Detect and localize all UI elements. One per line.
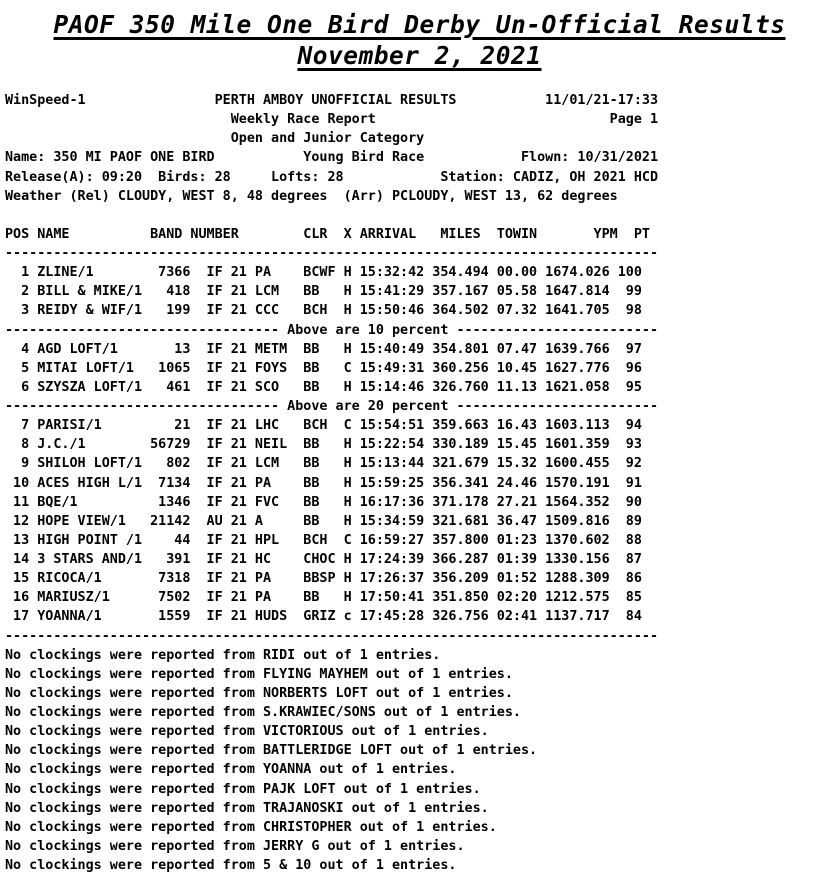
result-row: 2 BILL & MIKE/1 418 IF 21 LCM BB H 15:41:29 357.167 05.58 1647.814 99	[5, 284, 642, 300]
result-row: 15 RICOCA/1 7318 IF 21 PA BBSP H 17:26:37 356.209 01:52 1288.309 86	[5, 571, 642, 587]
column-headers: POS NAME BAND NUMBER CLR X ARRIVAL MILES TOWIN YPM PT	[5, 226, 650, 242]
separator-20-percent: ---------------------------------- Above are 20 percent -------------------------	[5, 399, 659, 414]
result-row: 6 SZYSZA LOFT/1 461 IF 21 SCO BB H 15:14:46 326.760 11.13 1621.058 95	[5, 379, 642, 395]
no-clocking-line: No clockings were reported from 5 & 10 out of 1 entries.	[5, 858, 457, 873]
no-clocking-line: No clockings were reported from YOANNA out of 1 entries.	[5, 762, 457, 778]
result-row: 5 MITAI LOFT/1 1065 IF 21 FOYS BB C 15:49:31 360.256 10.45 1627.776 96	[5, 360, 642, 376]
no-clocking-line: No clockings were reported from JERRY G out of 1 entries.	[5, 838, 465, 854]
result-row: 10 ACES HIGH L/1 7134 IF 21 PA BB H 15:59:25 356.341 24.46 1570.191 91	[5, 475, 642, 491]
result-row: 7 PARISI/1 21 IF 21 LHC BCH C 15:54:51 359.663 16.43 1603.113 94	[5, 418, 642, 434]
results-divider: ---------------------------------------------------------------------------------	[5, 628, 659, 644]
no-clocking-line: No clockings were reported from NORBERTS LOFT out of 1 entries.	[5, 685, 513, 701]
result-row: 3 REIDY & WIF/1 199 IF 21 CCC BCH H 15:50:46 364.502 07.32 1641.705 98	[5, 303, 642, 319]
result-row: 16 MARIUSZ/1 7502 IF 21 PA BB H 17:50:41 351.850 02:20 1212.575 85	[5, 590, 642, 606]
blank-line	[5, 206, 658, 225]
category-line: Open and Junior Category	[5, 131, 425, 147]
no-clocking-line: No clockings were reported from RIDI out of 1 entries.	[5, 647, 441, 663]
separator-10-percent: ---------------------------------- Above are 10 percent -------------------------	[5, 322, 659, 338]
page-title: PAOF 350 Mile One Bird Derby Un-Official Results	[53, 10, 786, 39]
result-row: 13 HIGH POINT /1 44 IF 21 HPL BCH C 16:59:27 357.800 01:23 1370.602 88	[5, 532, 642, 548]
result-row: 9 SHILOH LOFT/1 802 IF 21 LCM BB H 15:13:44 321.679 15.32 1600.455 92	[5, 456, 642, 472]
no-clocking-line: No clockings were reported from TRAJANOSKI out of 1 entries.	[5, 800, 489, 816]
no-clocking-line: No clockings were reported from S.KRAWIEC/SONS out of 1 entries.	[5, 705, 521, 720]
result-row: 1 ZLINE/1 7366 IF 21 PA BCWF H 15:32:42 354.494 00.00 1674.026 100	[5, 265, 642, 281]
result-row: 17 YOANNA/1 1559 IF 21 HUDS GRIZ c 17:45:28 326.756 02:41 1137.717 84	[5, 609, 642, 625]
no-clocking-line: No clockings were reported from CHRISTOPHER out of 1 entries.	[5, 819, 497, 835]
result-row: 12 HOPE VIEW/1 21142 AU 21 A BB H 15:34:59 321.681 36.47 1509.816 89	[5, 513, 642, 529]
results-report	[5, 91, 658, 875]
result-row: 14 3 STARS AND/1 391 IF 21 HC CHOC H 17:24:39 366.287 01:39 1330.156 87	[5, 552, 642, 567]
report-header-line: WinSpeed-1 PERTH AMBOY UNOFFICIAL RESULTS 11/01/21-17:33	[5, 93, 659, 108]
result-row: 4 AGD LOFT/1 13 IF 21 METM BB H 15:40:49 354.801 07.47 1639.766 97	[5, 341, 642, 357]
release-line: Release(A): 09:20 Birds: 28 Lofts: 28 Station: CADIZ, OH 2021 HCD	[5, 169, 659, 185]
race-name-line: Name: 350 MI PAOF ONE BIRD Young Bird Race Flown: 10/31/2021	[5, 150, 659, 166]
header-divider: ---------------------------------------------------------------------------------	[5, 246, 659, 261]
no-clocking-line: No clockings were reported from FLYING MAYHEM out of 1 entries.	[5, 666, 513, 682]
no-clocking-line: No clockings were reported from BATTLERIDGE LOFT out of 1 entries.	[5, 743, 538, 759]
report-type-line: Weekly Race Report Page 1	[5, 112, 659, 128]
result-row: 11 BQE/1 1346 IF 21 FVC BB H 16:17:36 371.178 27.21 1564.352 90	[5, 494, 642, 510]
no-clocking-line: No clockings were reported from PAJK LOFT out of 1 entries.	[5, 781, 481, 797]
no-clocking-line: No clockings were reported from VICTORIOUS out of 1 entries.	[5, 724, 489, 740]
page-subtitle: November 2, 2021	[297, 41, 542, 70]
weather-line: Weather (Rel) CLOUDY, WEST 8, 48 degrees (Arr) PCLOUDY, WEST 13, 62 degrees	[5, 188, 618, 204]
result-row: 8 J.C./1 56729 IF 21 NEIL BB H 15:22:54 330.189 15.45 1601.359 93	[5, 437, 642, 453]
